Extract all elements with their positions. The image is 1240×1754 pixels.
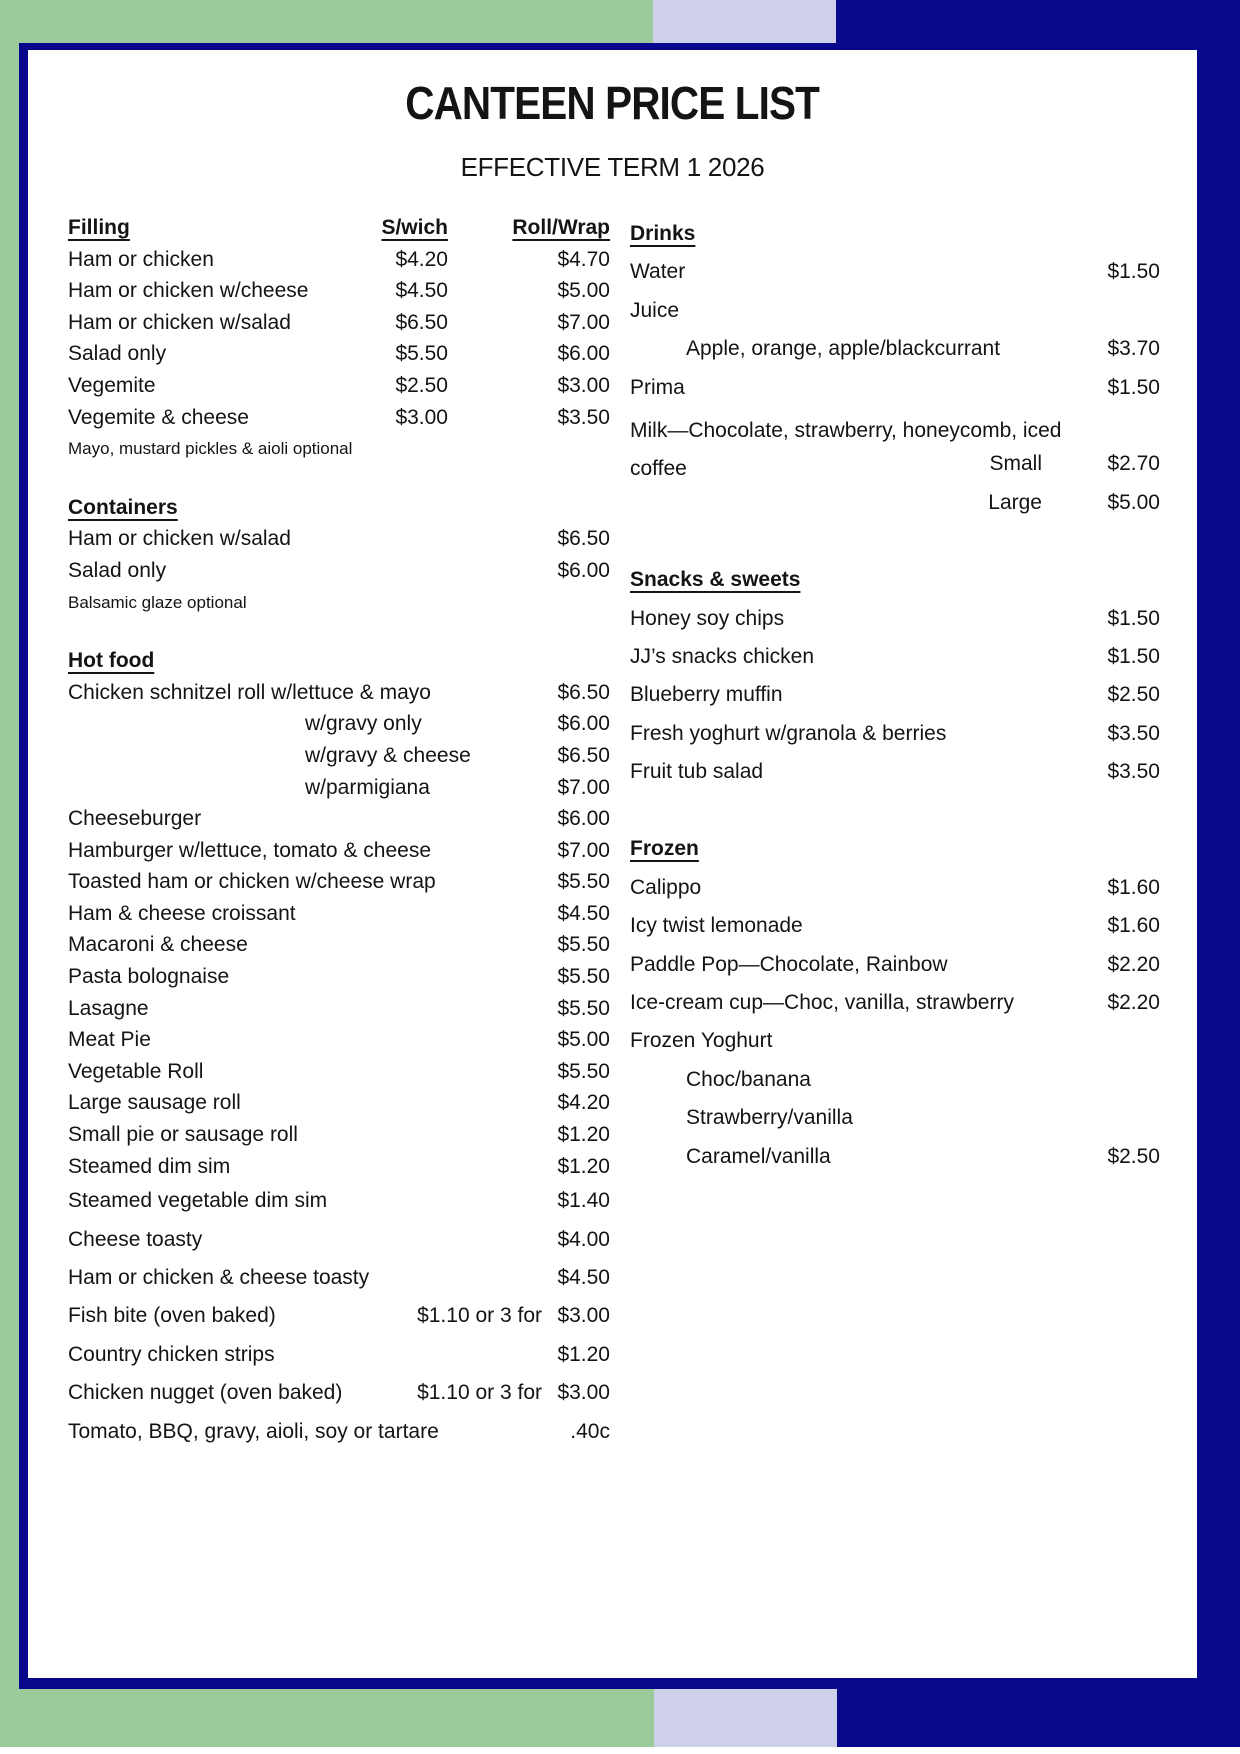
item-name: w/parmigiana [305, 775, 430, 799]
item-name: Ham or chicken w/cheese [68, 279, 309, 303]
price-row [630, 753, 1160, 791]
page-title [28, 76, 1197, 130]
price-row [68, 1024, 610, 1056]
price-value: $4.00 [557, 1227, 610, 1251]
item-name: Ham & cheese croissant [68, 901, 296, 925]
section-header [68, 212, 328, 244]
section-containers [68, 492, 610, 618]
price-row [68, 1336, 610, 1374]
price-value: $6.00 [557, 558, 610, 582]
price-row [68, 338, 610, 370]
price-value: $6.50 [557, 680, 610, 704]
column-header-swich [328, 212, 448, 244]
item-name: Choc/banana [686, 1067, 811, 1091]
section-hot-food [68, 645, 610, 1451]
section-header [68, 645, 610, 677]
price-value: $1.50 [1107, 260, 1160, 284]
item-name: Juice [630, 298, 680, 322]
price-rollwrap: $7.00 [557, 310, 610, 334]
item-qualifier: Small [989, 452, 1042, 476]
section-header [630, 830, 1160, 868]
price-rollwrap: $3.50 [557, 405, 610, 429]
price-row [68, 1413, 610, 1451]
section-snacks-sweets [630, 561, 1160, 791]
price-row [68, 1259, 610, 1297]
item-name: Hamburger w/lettuce, tomato & cheese [68, 838, 432, 862]
price-row [68, 1056, 610, 1088]
price-value: $5.50 [557, 870, 610, 894]
price-row [68, 523, 610, 555]
section-frozen [630, 830, 1160, 1176]
price-value: $2.50 [1107, 683, 1160, 707]
item-name: w/gravy & cheese [305, 743, 471, 767]
section-header-label: Frozen [630, 837, 699, 861]
item-name: Salad only [68, 558, 167, 582]
price-row [630, 292, 1160, 330]
item-name: Ham or chicken & cheese toasty [68, 1266, 370, 1289]
price-row [68, 275, 610, 307]
price-value: $1.20 [557, 1154, 610, 1178]
price-value: $2.70 [1107, 452, 1160, 476]
page-subtitle: EFFECTIVE TERM 1 2026 [460, 152, 765, 182]
item-name: Lasagne [68, 996, 149, 1020]
price-value: $5.50 [557, 933, 610, 957]
bottom-lavender-bar [654, 1689, 837, 1747]
price-value: $6.00 [557, 712, 610, 736]
price-list-card [28, 50, 1197, 1678]
item-name: Honey soy chips [630, 606, 785, 630]
price-row [68, 1151, 610, 1183]
price-sandwich: $6.50 [395, 310, 448, 334]
section-header-row [68, 212, 610, 244]
price-value: $3.70 [1107, 337, 1160, 361]
item-name: Water [630, 260, 686, 284]
item-name: Small pie or sausage roll [68, 1123, 298, 1147]
price-row [68, 402, 610, 434]
price-row [68, 835, 610, 867]
price-row [630, 484, 1160, 522]
item-name: Chicken schnitzel roll w/lettuce & mayo [68, 680, 431, 704]
price-row [630, 1138, 1160, 1176]
price-value: $5.50 [557, 996, 610, 1020]
page-title-text: CANTEEN PRICE LIST [405, 77, 820, 129]
item-name: Vegetable Roll [68, 1059, 204, 1083]
item-name: Prima [630, 375, 685, 399]
item-name: Strawberry/vanilla [686, 1106, 853, 1130]
section-header-label: Containers [68, 495, 178, 519]
item-qualifier: $1.10 or 3 for [417, 1381, 542, 1405]
item-name: Macaroni & cheese [68, 933, 248, 957]
section-header-label: Snacks & sweets [630, 568, 801, 592]
price-value: $4.50 [557, 1266, 610, 1289]
price-row [68, 898, 610, 930]
item-name: Cheese toasty [68, 1227, 203, 1251]
price-value: $4.50 [557, 901, 610, 925]
price-rollwrap: $4.70 [557, 247, 610, 271]
price-row [68, 1221, 610, 1259]
item-name: Salad only [68, 342, 167, 366]
item-name: Cheeseburger [68, 807, 202, 831]
price-value: $6.50 [557, 527, 610, 551]
top-lavender-bar [653, 0, 836, 43]
section-filling [68, 212, 610, 465]
item-name: Caramel/vanilla [686, 1144, 831, 1168]
item-name: Tomato, BBQ, gravy, aioli, soy or tartare [68, 1419, 439, 1443]
price-row [68, 677, 610, 709]
top-green-bar [0, 0, 653, 43]
price-value: $7.00 [557, 838, 610, 862]
section-note: Balsamic glaze optional [68, 592, 247, 612]
price-row [68, 993, 610, 1025]
price-row [68, 740, 610, 772]
price-row [630, 715, 1160, 753]
section-header-label: Filling [68, 216, 130, 239]
price-row [630, 600, 1160, 638]
price-row [68, 708, 610, 740]
item-name: Vegemite & cheese [68, 405, 249, 429]
item-name: Vegemite [68, 373, 156, 397]
price-value: $5.50 [557, 965, 610, 989]
column-header-rollwrap-label: Roll/Wrap [512, 216, 610, 239]
price-row [68, 866, 610, 898]
item-name: Frozen Yoghurt [630, 1029, 773, 1053]
price-row [68, 929, 610, 961]
price-value: $3.00 [557, 1304, 610, 1328]
section-header-row [630, 830, 1160, 868]
item-name: Steamed dim sim [68, 1154, 231, 1178]
item-name: Ice-cream cup—Choc, vanilla, strawberry [630, 991, 1014, 1015]
price-row [68, 961, 610, 993]
item-name: Ham or chicken [68, 247, 214, 271]
price-value: $5.50 [557, 1059, 610, 1083]
price-value: $3.00 [557, 1381, 610, 1405]
price-row [68, 307, 610, 339]
price-value: .40c [570, 1419, 610, 1443]
section-header-row [630, 561, 1160, 599]
item-name: Country chicken strips [68, 1342, 275, 1366]
item-name: Fresh yoghurt w/granola & berries [630, 721, 947, 745]
item-name: JJ’s snacks chicken [630, 644, 815, 668]
price-value: $1.50 [1107, 644, 1160, 668]
item-name: Paddle Pop—Chocolate, Rainbow [630, 952, 948, 976]
price-value: $1.40 [557, 1189, 610, 1213]
price-row [68, 1374, 610, 1412]
price-row [630, 330, 1160, 368]
section-note: Mayo, mustard pickles & aioli optional [68, 439, 353, 459]
item-name: Fish bite (oven baked) [68, 1304, 276, 1328]
section-header-row [68, 645, 610, 677]
price-value: $7.00 [557, 775, 610, 799]
price-row [630, 869, 1160, 907]
price-row [68, 1119, 610, 1151]
price-row [68, 1182, 610, 1220]
price-value: $3.50 [1107, 721, 1160, 745]
price-value: $5.00 [557, 1028, 610, 1052]
price-row [630, 1099, 1160, 1137]
price-value: $1.50 [1107, 606, 1160, 630]
item-name: Fruit tub salad [630, 760, 764, 784]
item-qualifier: Large [988, 490, 1042, 514]
column-header-swich-label: S/wich [381, 216, 448, 239]
item-name: w/gravy only [305, 712, 422, 736]
price-rollwrap: $6.00 [557, 342, 610, 366]
price-row [630, 676, 1160, 714]
section-drinks [630, 215, 1160, 522]
item-name: Toasted ham or chicken w/cheese wrap [68, 870, 436, 894]
price-value: $1.20 [557, 1123, 610, 1147]
item-name: Ham or chicken w/salad [68, 310, 291, 334]
price-value: $1.20 [557, 1342, 610, 1366]
item-name: Apple, orange, apple/blackcurrant [686, 337, 1001, 361]
price-sandwich: $4.50 [395, 279, 448, 303]
section-header-row [68, 492, 610, 524]
item-name: Steamed vegetable dim sim [68, 1189, 328, 1213]
item-name: Chicken nugget (oven baked) [68, 1381, 343, 1405]
price-value: $1.60 [1107, 914, 1160, 938]
price-row [68, 1087, 610, 1119]
price-value: $2.50 [1107, 1144, 1160, 1168]
price-row [630, 946, 1160, 984]
price-value: $6.50 [557, 743, 610, 767]
section-header [630, 215, 1160, 253]
price-sandwich: $4.20 [395, 247, 448, 271]
price-row [68, 772, 610, 804]
left-green-strip [0, 0, 19, 1747]
price-value: $1.60 [1107, 875, 1160, 899]
section-header-label: Drinks [630, 222, 696, 245]
price-row [630, 253, 1160, 291]
price-value: $3.50 [1107, 760, 1160, 784]
price-row [68, 370, 610, 402]
item-name: Ham or chicken w/salad [68, 527, 291, 551]
price-row [630, 907, 1160, 945]
item-name: Meat Pie [68, 1028, 151, 1052]
item-name: Large sausage roll [68, 1091, 241, 1115]
item-name: Icy twist lemonade [630, 914, 803, 938]
price-rollwrap: $5.00 [557, 279, 610, 303]
price-value: $1.50 [1107, 375, 1160, 399]
price-row [630, 369, 1160, 407]
price-row [68, 244, 610, 276]
item-name: Blueberry muffin [630, 683, 783, 707]
price-row [68, 803, 610, 835]
left-column [68, 212, 610, 1451]
price-sandwich: $3.00 [395, 405, 448, 429]
price-row [68, 1297, 610, 1335]
price-value: $2.20 [1107, 952, 1160, 976]
item-name: Pasta bolognaise [68, 965, 230, 989]
price-rollwrap: $3.00 [557, 373, 610, 397]
price-row [630, 1061, 1160, 1099]
price-row [630, 638, 1160, 676]
section-header [68, 492, 610, 524]
price-value: $4.20 [557, 1091, 610, 1115]
price-row [630, 984, 1160, 1022]
price-sandwich: $2.50 [395, 373, 448, 397]
price-sandwich: $5.50 [395, 342, 448, 366]
price-row [630, 1022, 1160, 1060]
bottom-white-strip [0, 1747, 1240, 1754]
right-column [630, 215, 1160, 1176]
section-header [630, 561, 1160, 599]
section-header-label: Hot food [68, 649, 155, 673]
price-value: $5.00 [1107, 490, 1160, 514]
item-name: Milk—Chocolate, strawberry, honeycomb, iced coffee [630, 418, 1062, 481]
item-qualifier: $1.10 or 3 for [417, 1304, 542, 1328]
price-value: $2.20 [1107, 991, 1160, 1015]
price-row [68, 555, 610, 587]
bottom-green-bar [0, 1689, 654, 1747]
price-value: $6.00 [557, 807, 610, 831]
column-header-rollwrap [448, 212, 610, 244]
item-name: Calippo [630, 875, 702, 899]
section-header-row [630, 215, 1160, 253]
